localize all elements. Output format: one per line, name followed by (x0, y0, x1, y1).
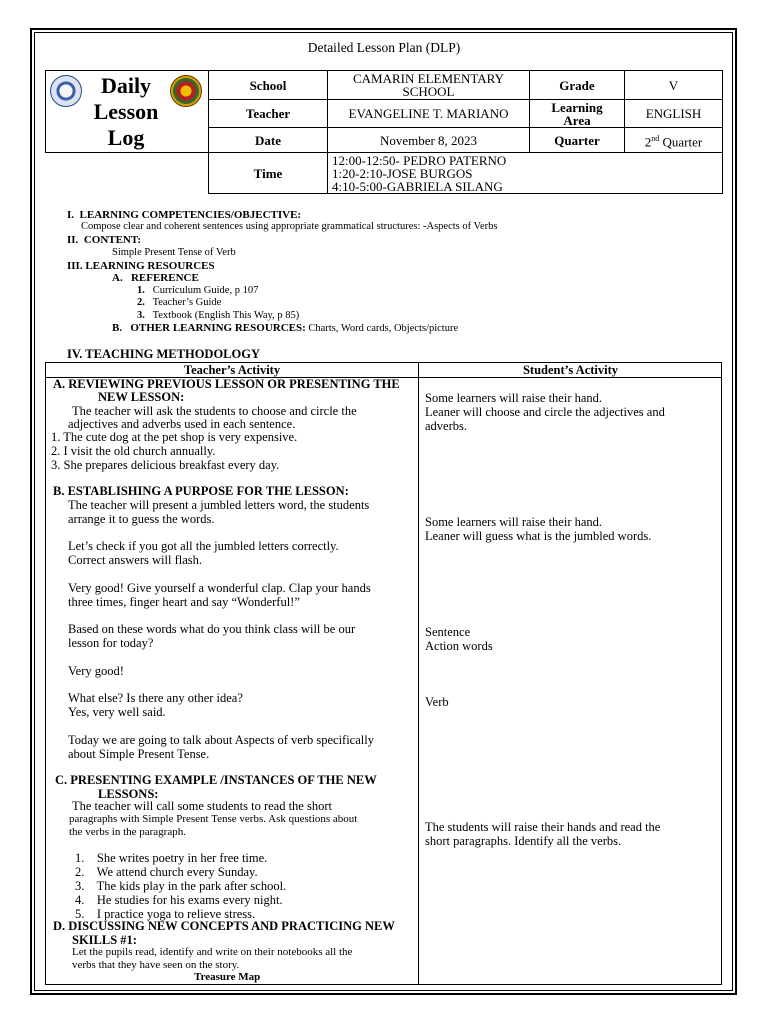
part-b-text: Correct answers will flash. (68, 553, 202, 567)
part-b-text: Yes, very well said. (68, 705, 166, 719)
part-a-title-cont: NEW LESSON: (98, 390, 185, 404)
student-response: Leaner will guess what is the jumbled words. (425, 529, 652, 543)
teaching-methodology-table (45, 362, 722, 985)
student-response: adverbs. (425, 419, 467, 433)
teacher-label: Teacher (209, 100, 328, 128)
part-a-text: adjectives and adverbs used in each sentence. (68, 417, 296, 431)
section-3-heading: III. LEARNING RESOURCES (67, 260, 215, 272)
part-d-title-cont: SKILLS #1: (72, 933, 137, 947)
learning-area-value: ENGLISH (625, 100, 723, 128)
student-response: The students will raise their hands and read the (425, 820, 661, 834)
daily-lesson-log-cell (46, 71, 209, 153)
part-a-title: A. REVIEWING PREVIOUS LESSON OR PRESENTING THE (53, 377, 400, 391)
student-response: Sentence (425, 625, 471, 639)
part-b-text: lesson for today? (68, 636, 154, 650)
part-b-text: three times, finger heart and say “Wonderful!” (68, 595, 300, 609)
list-item: 2. We attend church every Sunday. (75, 865, 258, 879)
part-b-text: Very good! Give yourself a wonderful clap. Clap your hands (68, 581, 371, 595)
part-b-text: Based on these words what do you think class will be our (68, 622, 356, 636)
time-label: Time (209, 153, 328, 194)
learning-area-label: Learning Area (530, 100, 625, 128)
quarter-value: 2nd Quarter (625, 128, 723, 153)
section-2-heading: II. CONTENT: (67, 234, 142, 246)
part-c-title: C. PRESENTING EXAMPLE /INSTANCES OF THE NEW (55, 773, 377, 787)
part-b-text: about Simple Present Tense. (68, 747, 210, 761)
part-b-text: Very good! (68, 664, 124, 678)
part-b-text: arrange it to guess the words. (68, 512, 215, 526)
part-d-text: verbs that they have seen on the story. (72, 959, 240, 971)
list-item: 1. She writes poetry in her free time. (75, 851, 268, 865)
part-b-text: What else? Is there any other idea? (68, 691, 243, 705)
reference-item: 2. Teacher’s Guide (137, 297, 222, 308)
document-title: Detailed Lesson Plan (DLP) (307, 40, 461, 55)
part-a-text: The teacher will ask the students to choose and circle the (72, 404, 357, 418)
date-value: November 8, 2023 (328, 128, 530, 153)
part-b-text: Today we are going to talk about Aspects of verb specifically (68, 733, 374, 747)
quarter-label: Quarter (530, 128, 625, 153)
part-c-text: paragraphs with Simple Present Tense verbs. Ask questions about (69, 813, 358, 825)
grade-value: V (625, 71, 723, 100)
student-activity-header: Student’s Activity (522, 363, 619, 377)
list-item: 4. He studies for his exams every night. (75, 893, 283, 907)
grade-label: Grade (530, 71, 625, 100)
part-c-title-cont: LESSONS: (98, 787, 159, 801)
part-c-text: the verbs in the paragraph. (69, 826, 186, 838)
list-item: 3. She prepares delicious breakfast every day. (51, 458, 280, 472)
part-d-title: D. DISCUSSING NEW CONCEPTS AND PRACTICING NEW (53, 919, 395, 933)
part-d-subtitle: Treasure Map (194, 971, 261, 983)
list-item: 3. The kids play in the park after school. (75, 879, 287, 893)
reference-item: 3. Textbook (English This Way, p 85) (137, 310, 300, 321)
section-3b-heading: B. OTHER LEARNING RESOURCES: Charts, Word cards, Objects/picture (112, 322, 459, 334)
section-4-heading: IV. TEACHING METHODOLOGY (67, 347, 260, 361)
deped-seal-icon (50, 75, 82, 107)
part-c-text: The teacher will call some students to read the short (72, 799, 332, 813)
teacher-activity-header: Teacher’s Activity (183, 363, 281, 377)
student-response: Some learners will raise their hand. (425, 391, 603, 405)
student-response: Some learners will raise their hand. (425, 515, 603, 529)
reference-item: 1. Curriculum Guide, p 107 (137, 285, 259, 296)
daily-lesson-log-title: Daily Lesson Log (93, 73, 159, 150)
school-value: CAMARIN ELEMENTARY SCHOOL (328, 71, 530, 100)
section-1-text: Compose clear and coherent sentences using appropriate grammatical structures: -Aspects of Verbs (81, 221, 498, 232)
teacher-value: EVANGELINE T. MARIANO (328, 100, 530, 128)
student-response: Action words (425, 639, 493, 653)
student-response: Leaner will choose and circle the adjectives and (425, 405, 665, 419)
time-value: 12:00-12:50- PEDRO PATERNO 1:20-2:10-JOSE BURGOS 4:10-5:00-GABRIELA SILANG (328, 153, 723, 194)
part-b-title: B. ESTABLISHING A PURPOSE FOR THE LESSON: (53, 484, 349, 498)
header-table (45, 70, 723, 194)
list-item: 5. I practice yoga to relieve stress. (75, 907, 256, 921)
part-d-text: Let the pupils read, identify and write on their notebooks all the (72, 946, 353, 958)
part-b-text: The teacher will present a jumbled letters word, the students (68, 498, 370, 512)
part-b-text: Let’s check if you got all the jumbled letters correctly. (68, 539, 339, 553)
list-item: 2. I visit the old church annually. (51, 444, 216, 458)
school-label: School (209, 71, 328, 100)
school-seal-icon (170, 75, 202, 107)
list-item: 1. The cute dog at the pet shop is very expensive. (51, 430, 298, 444)
student-response: short paragraphs. Identify all the verbs. (425, 834, 622, 848)
student-response: Verb (425, 695, 449, 709)
section-3a-heading: A. REFERENCE (112, 272, 199, 284)
section-2-text: Simple Present Tense of Verb (112, 247, 236, 258)
date-label: Date (209, 128, 328, 153)
section-1-heading: I. LEARNING COMPETENCIES/OBJECTIVE: (67, 209, 302, 221)
